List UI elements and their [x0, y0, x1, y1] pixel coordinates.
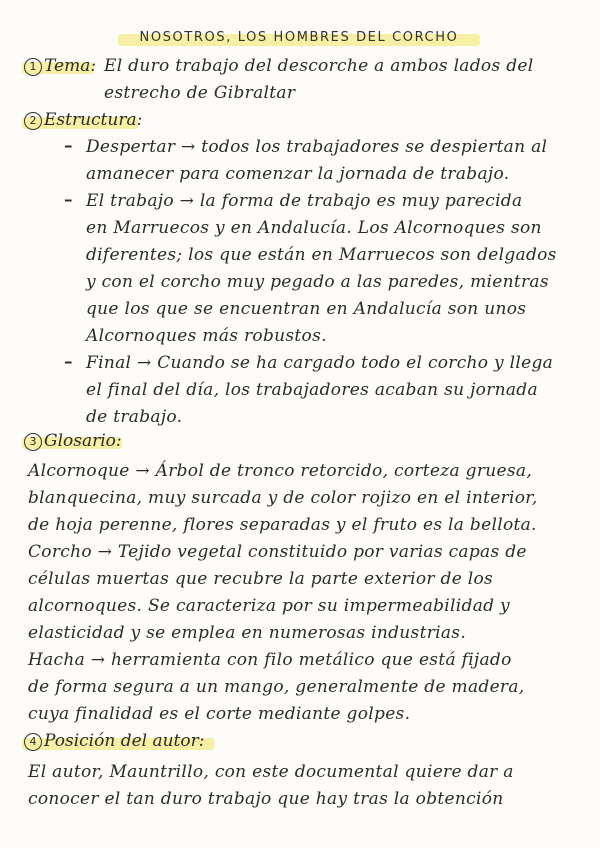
text-line: que los que se encuentran en Andalucía son unos: [86, 299, 527, 319]
text-line: de forma segura a un mango, generalmente de madera,: [28, 677, 525, 697]
section-number: 3: [24, 433, 42, 451]
text-line: amanecer para comenzar la jornada de trabajo.: [86, 164, 510, 184]
text-line: células muertas que recubre la parte exterior de los: [28, 569, 494, 589]
section-number: 2: [24, 112, 42, 130]
text-line: blanquecina, muy surcada y de color rojizo en el interior,: [28, 488, 538, 508]
text-line: el final del día, los trabajadores acaban su jornada: [86, 380, 538, 400]
text-line: El duro trabajo del descorche a ambos lados del: [104, 56, 534, 76]
section-heading: Estructura:: [44, 110, 143, 130]
text-line: El trabajo → la forma de trabajo es muy parecida: [86, 191, 523, 211]
text-line: El autor, Mauntrillo, con este documental quiere dar a: [28, 762, 514, 782]
section-heading: Posición del autor:: [44, 731, 205, 751]
bullet-dash: –: [64, 352, 73, 372]
text-line: conocer el tan duro trabajo que hay tras la obtención: [28, 789, 504, 809]
text-line: Despertar → todos los trabajadores se despiertan al: [86, 137, 548, 157]
page-title: NOSOTROS, LOS HOMBRES DEL CORCHO: [118, 28, 480, 48]
text-line: de hoja perenne, flores separadas y el fruto es la bellota.: [28, 515, 537, 535]
section-number: 4: [24, 733, 42, 751]
section-heading: Glosario:: [44, 431, 122, 451]
text-line: Hacha → herramienta con filo metálico que está fijado: [28, 650, 512, 670]
bullet-dash: –: [64, 136, 73, 156]
section-number: 1: [24, 58, 42, 76]
text-line: y con el corcho muy pegado a las paredes, mientras: [86, 272, 549, 292]
text-line: alcornoques. Se caracteriza por su impermeabilidad y: [28, 596, 510, 616]
text-line: diferentes; los que están en Marruecos son delgados: [86, 245, 557, 265]
bullet-dash: –: [64, 190, 73, 210]
text-line: Alcornoques más robustos.: [86, 326, 327, 346]
text-line: Corcho → Tejido vegetal constituido por varias capas de: [28, 542, 527, 562]
text-line: Final → Cuando se ha cargado todo el corcho y llega: [86, 353, 554, 373]
text-line: estrecho de Gibraltar: [104, 83, 296, 103]
text-line: de trabajo.: [86, 407, 183, 427]
text-line: elasticidad y se emplea en numerosas industrias.: [28, 623, 467, 643]
text-line: cuya finalidad es el corte mediante golpes.: [28, 704, 411, 724]
section-heading: Tema:: [44, 56, 97, 76]
text-line: en Marruecos y en Andalucía. Los Alcornoques son: [86, 218, 542, 238]
text-line: Alcornoque → Árbol de tronco retorcido, corteza gruesa,: [28, 461, 533, 481]
